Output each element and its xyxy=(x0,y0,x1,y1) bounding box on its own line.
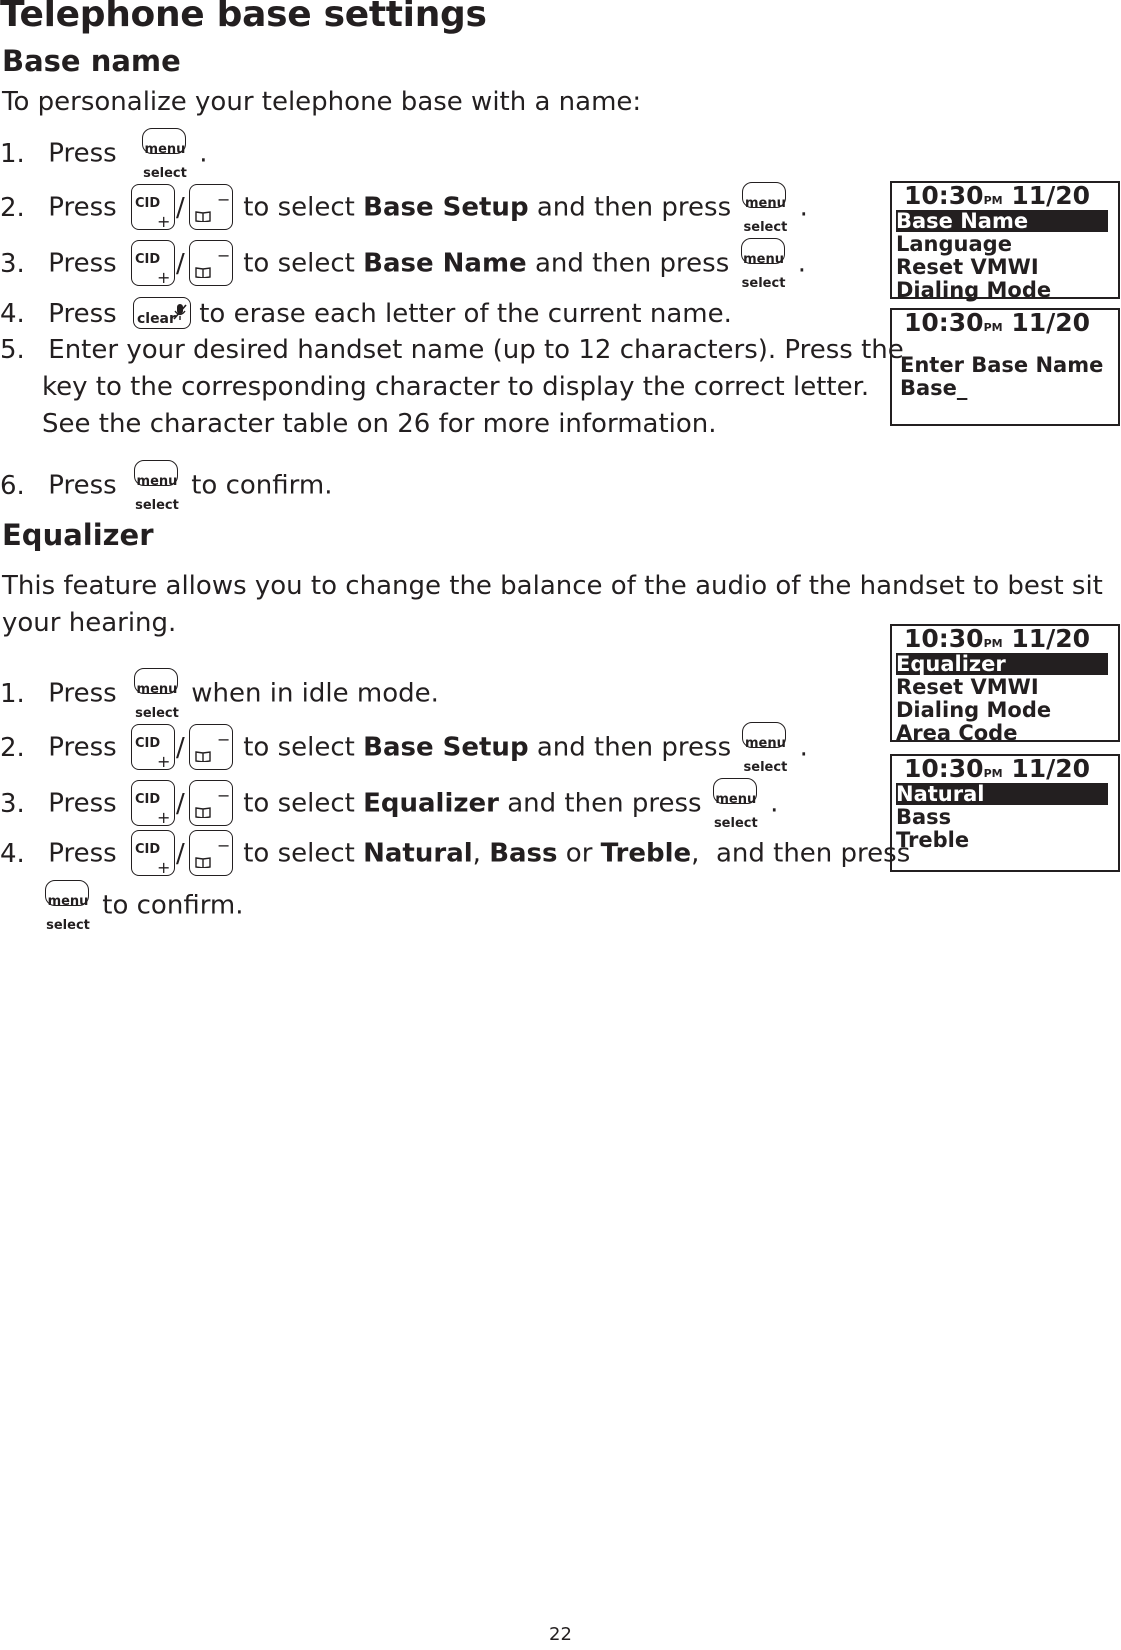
base-name-step-5-line-3: See the character table on 26 for more information. xyxy=(42,409,717,439)
step-text: . xyxy=(199,138,208,169)
phonebook-icon xyxy=(195,210,211,222)
lcd-screen-equalizer-options xyxy=(890,754,1120,872)
base-name-step-3 xyxy=(0,238,806,290)
step-text: . xyxy=(799,732,808,763)
menu-select-key-icon: menu select xyxy=(139,128,191,180)
lcd-row: Dialing Mode xyxy=(896,278,1052,302)
lcd-row: Enter Base Name xyxy=(900,353,1104,377)
step-number: 3. xyxy=(0,248,25,279)
step-number: 4. xyxy=(0,838,25,869)
lcd-row: Bass xyxy=(896,805,952,829)
option-natural: Natural xyxy=(363,838,473,869)
section-heading-base-name: Base name xyxy=(2,44,181,78)
step-text: to select xyxy=(243,248,355,279)
up-down-nav-keys-icon: CID + / − xyxy=(131,780,235,828)
step-text: and then press xyxy=(507,788,702,819)
menu-select-key-icon: menu select xyxy=(131,460,183,512)
step-number: 3. xyxy=(0,788,25,819)
page-number: 22 xyxy=(549,1624,572,1645)
menu-select-key-icon: menu select xyxy=(739,182,791,234)
step-number: 2. xyxy=(0,732,25,763)
lcd-screen-equalizer-menu xyxy=(890,624,1120,745)
step-number: 6. xyxy=(0,470,25,501)
step-text: or xyxy=(565,838,593,869)
equalizer-step-4-line-2 xyxy=(42,880,244,932)
step-text: . xyxy=(799,192,808,223)
step-text: Press xyxy=(48,732,117,763)
base-name-step-5-line-2: key to the corresponding character to display the correct letter. xyxy=(42,372,870,402)
menu-select-key-icon: menu select xyxy=(710,778,762,830)
step-number: 2. xyxy=(0,192,25,223)
option-treble: Treble xyxy=(600,838,692,869)
step-text: Press xyxy=(48,192,117,223)
section-heading-equalizer: Equalizer xyxy=(2,518,154,552)
step-text: to conﬁrm. xyxy=(191,470,333,501)
page-title: Telephone base settings xyxy=(0,0,487,35)
menu-select-key-icon: menu select xyxy=(739,722,791,774)
equalizer-intro-line-1: This feature allows you to change the balance of the audio of the handset to best sit xyxy=(2,571,1103,601)
menu-select-key-icon: menu select xyxy=(738,238,790,290)
step-text: to select xyxy=(243,788,355,819)
lcd-row: Reset VMWI xyxy=(896,675,1039,699)
lcd-clock: 10:30PM 11/20 xyxy=(904,624,1091,653)
step-text: and then press xyxy=(536,192,732,223)
up-down-nav-keys-icon: CID + / − xyxy=(131,830,235,878)
lcd-row: Base_ xyxy=(900,376,968,400)
lcd-row: Language xyxy=(896,232,1012,256)
step-text: and then press xyxy=(534,248,730,279)
step-text: . xyxy=(797,248,807,279)
step-text: when in idle mode. xyxy=(191,678,439,709)
lcd-row: Reset VMWI xyxy=(896,255,1039,279)
phonebook-icon xyxy=(195,856,211,868)
lcd-row-selected: Equalizer xyxy=(896,653,1108,675)
mute-microphone-icon xyxy=(173,303,187,321)
lcd-row: Area Code xyxy=(896,721,1018,745)
step-number: 4. xyxy=(0,299,25,329)
step-text: to conﬁrm. xyxy=(102,890,244,921)
menu-option-label: Equalizer xyxy=(363,788,499,819)
step-text: Press xyxy=(48,470,117,501)
up-down-nav-keys-icon: CID + / − xyxy=(131,240,235,288)
lcd-clock: 10:30PM 11/20 xyxy=(904,754,1091,783)
step-text: Press xyxy=(48,678,117,709)
equalizer-step-3 xyxy=(0,778,778,830)
phonebook-icon xyxy=(195,750,211,762)
base-name-step-1 xyxy=(0,128,208,180)
step-text: , xyxy=(472,838,481,869)
step-text: Press xyxy=(48,788,117,819)
lcd-clock: 10:30PM 11/20 xyxy=(904,181,1091,210)
step-text: Press xyxy=(48,248,117,279)
clear-mute-key-icon: clear xyxy=(133,297,191,333)
base-name-step-4 xyxy=(0,296,732,333)
menu-option-label: Base Setup xyxy=(363,192,529,223)
step-text: and then press xyxy=(536,732,732,763)
step-number: 1. xyxy=(0,138,25,169)
step-text: to select xyxy=(243,838,355,869)
option-bass: Bass xyxy=(489,838,558,869)
base-name-intro: To personalize your telephone base with a name: xyxy=(2,87,642,117)
lcd-row-selected: Natural xyxy=(896,783,1108,805)
lcd-row: Treble xyxy=(896,828,970,852)
lcd-clock: 10:30PM 11/20 xyxy=(904,308,1091,337)
menu-option-label: Base Setup xyxy=(363,732,529,763)
equalizer-intro-line-2: your hearing. xyxy=(2,608,177,638)
base-name-step-5 xyxy=(0,332,904,368)
equalizer-step-1 xyxy=(0,668,439,720)
lcd-screen-enter-base-name xyxy=(890,308,1120,426)
base-name-step-2 xyxy=(0,182,808,234)
phonebook-icon xyxy=(195,266,211,278)
step-number: 1. xyxy=(0,678,25,709)
menu-select-key-icon: menu select xyxy=(42,880,94,932)
step-text: Press xyxy=(48,838,117,869)
step-text: Press xyxy=(48,138,117,169)
step-number: 5. xyxy=(0,335,25,365)
base-name-step-6 xyxy=(0,460,332,512)
lcd-screen-base-setup-menu xyxy=(890,181,1120,302)
menu-select-key-icon: menu select xyxy=(131,668,183,720)
equalizer-step-2 xyxy=(0,722,808,774)
menu-option-label: Base Name xyxy=(363,248,527,279)
step-text: to erase each letter of the current name. xyxy=(199,299,732,329)
step-text: , and then press xyxy=(691,838,911,869)
phonebook-icon xyxy=(195,806,211,818)
up-down-nav-keys-icon: CID + / − xyxy=(131,184,235,232)
step-text: . xyxy=(770,788,779,819)
step-text: to select xyxy=(243,192,355,223)
step-text: Enter your desired handset name (up to 12 characters). Press the xyxy=(48,335,904,365)
step-text: Press xyxy=(48,299,117,329)
lcd-row-selected: Base Name xyxy=(896,210,1108,232)
lcd-row: Dialing Mode xyxy=(896,698,1052,722)
equalizer-step-4 xyxy=(0,830,910,878)
step-text: to select xyxy=(243,732,355,763)
up-down-nav-keys-icon: CID + / − xyxy=(131,724,235,772)
